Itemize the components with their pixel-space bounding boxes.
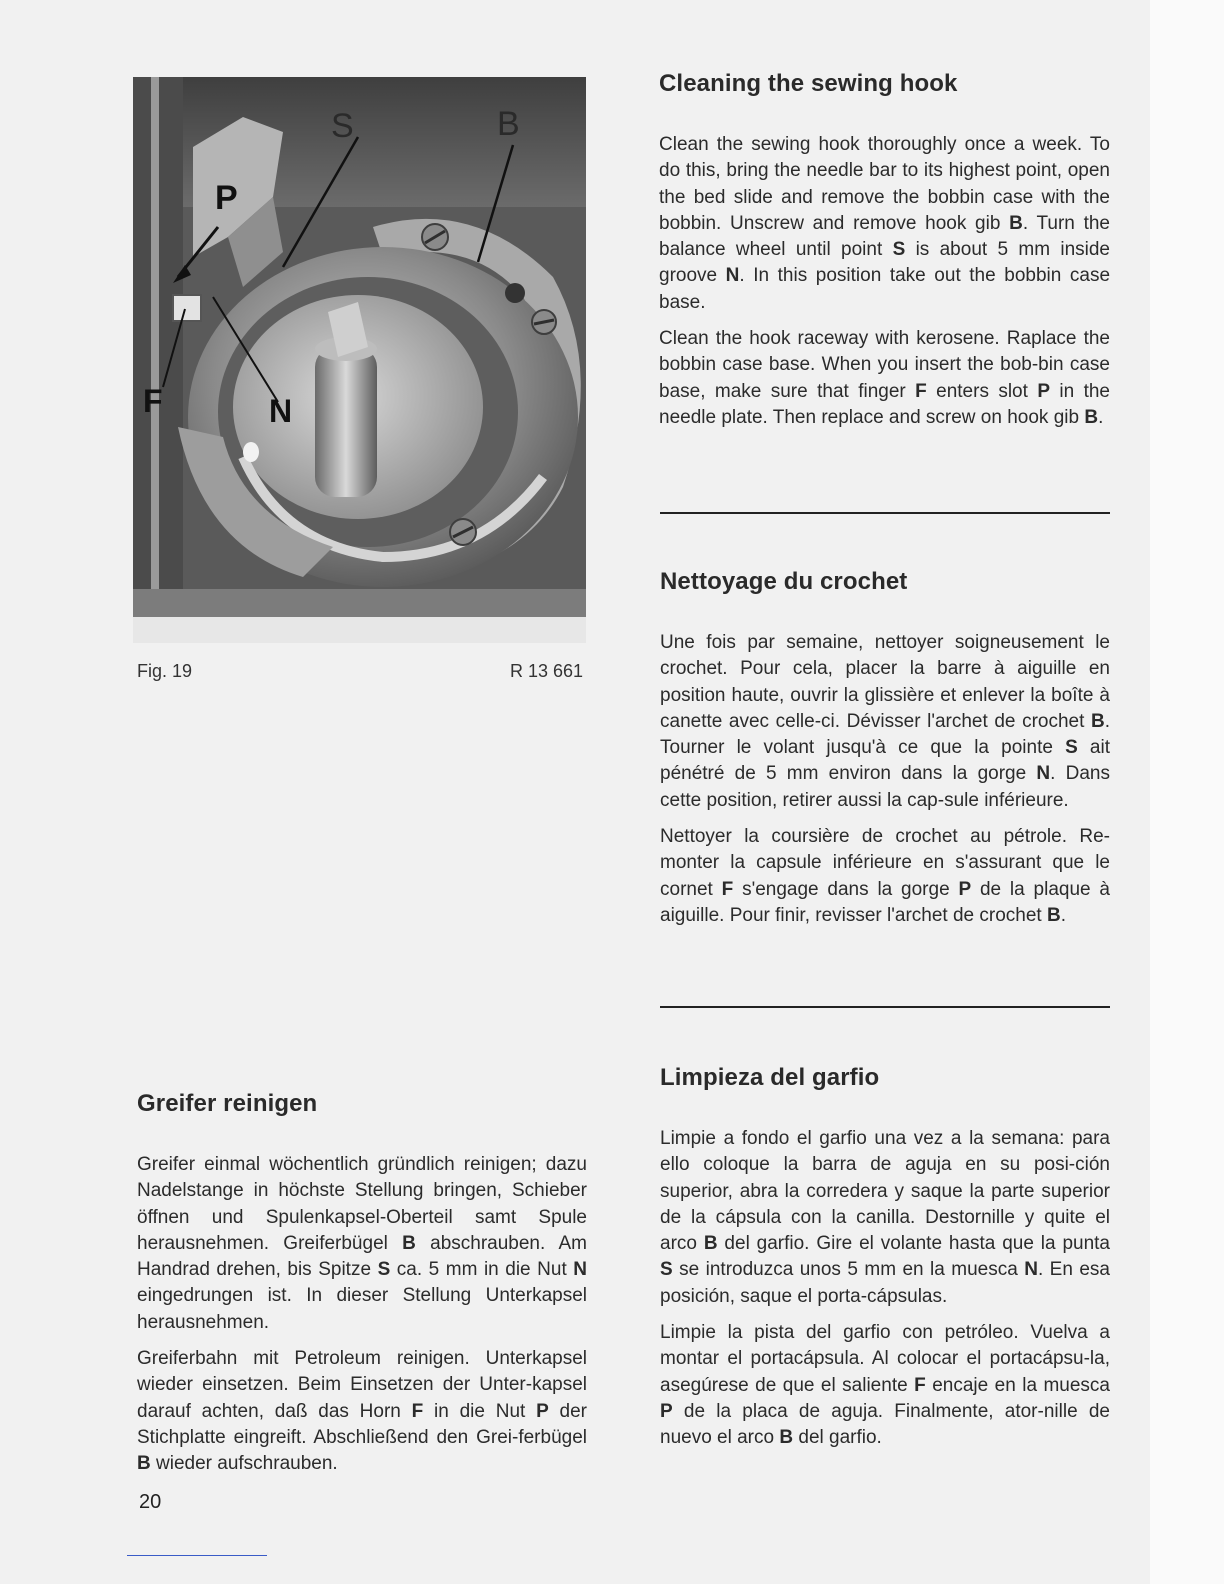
spanish-paragraph-1: Limpie a fondo el garfio una vez a la semana: para ello coloque la barra de aguja en su posi-ción superior, abra la corredera y saque la parte superior de la cápsula con la canilla. Destornille y quite el arco B del garfio. Gire el volante hasta que la punta S se introduzca unos 5 mm en la muesca N. En esa posición, saque el porta-cápsulas.: [660, 1128, 1110, 1307]
bottom-link-line: [127, 1555, 267, 1556]
figure-caption: Fig. 19: [137, 661, 193, 681]
heading-german: Greifer reinigen: [137, 1090, 318, 1117]
section-english: [659, 70, 1110, 441]
english-paragraph-2: Clean the hook raceway with kerosene. Raplace the bobbin case base. When you insert the bob-bin case base, make sure that finger F enters slot P in the needle plate. Then replace and screw on hook gib B.: [659, 328, 1110, 428]
page-edge: [1150, 0, 1224, 1584]
spanish-paragraph-2: Limpie la pista del garfio con petróleo. Vuelva a montar el portacápsula. Al colocar el portacápsu-la, asegúrese de que el saliente F encaje en la muesca P de la placa de aguja. Finalmente, ator-nille de nuevo el arco B del garfio.: [660, 1322, 1110, 1449]
figure-label-n: N: [269, 393, 293, 429]
german-paragraph-1: Greifer einmal wöchentlich gründlich reinigen; dazu Nadelstange in höchste Stellung bringen, Schieber öffnen und Spulenkapsel-Oberteil samt Spule herausnehmen. Greiferbügel B abschrauben. Am Handrad drehen, bis Spitze S ca. 5 mm in die Nut N eingedrungen ist. In dieser Stellung Unterkapsel herausnehmen.: [137, 1154, 587, 1333]
german-paragraph-2: Greiferbahn mit Petroleum reinigen. Unterkapsel wieder einsetzen. Beim Einsetzen der Unter-kapsel darauf achten, daß das Horn F in die Nut P der Stichplatte eingreift. Abschließend den Grei-ferbügel B wieder aufschrauben.: [137, 1348, 588, 1475]
section-german: [137, 1090, 587, 1488]
figure-label-b: B: [497, 105, 520, 143]
heading-french: Nettoyage du crochet: [660, 568, 908, 595]
french-paragraph-1: Une fois par semaine, nettoyer soigneusement le crochet. Pour cela, placer la barre à aiguille en position haute, ouvrir la glissière et enlever la boîte à canette avec celle-ci. Dévisser l'archet de crochet B. Tourner le volant jusqu'à ce que la pointe S ait pénétré de 5 mm environ dans la gorge N. Dans cette position, retirer aussi la cap-sule inférieure.: [660, 632, 1110, 811]
section-divider: [660, 512, 1110, 514]
figure-label-p: P: [215, 179, 238, 217]
hook-photo-illustration: [133, 77, 586, 643]
figure-label-f: F: [143, 383, 163, 419]
page-number: 20: [139, 1491, 162, 1513]
figure-label-s: S: [331, 107, 354, 145]
section-spanish: [660, 1064, 1110, 1462]
figure-reference: R 13 661: [510, 661, 584, 681]
heading-spanish: Limpieza del garfio: [660, 1064, 880, 1091]
section-divider: [660, 1006, 1110, 1008]
figure-sewing-hook-photo: [133, 77, 586, 643]
french-paragraph-2: Nettoyer la coursière de crochet au pétrole. Re-monter la capsule inférieure en s'assurant que le cornet F s'engage dans la gorge P de la plaque à aiguille. Pour finir, revisser l'archet de crochet B.: [660, 826, 1110, 926]
english-paragraph-1: Clean the sewing hook thoroughly once a week. To do this, bring the needle bar to its highest point, open the bed slide and remove the bobbin case with the bobbin. Unscrew and remove hook gib B. Turn the balance wheel until point S is about 5 mm inside groove N. In this position take out the bobbin case base.: [659, 134, 1111, 313]
section-french: [660, 568, 1110, 939]
heading-english: Cleaning the sewing hook: [659, 70, 958, 97]
